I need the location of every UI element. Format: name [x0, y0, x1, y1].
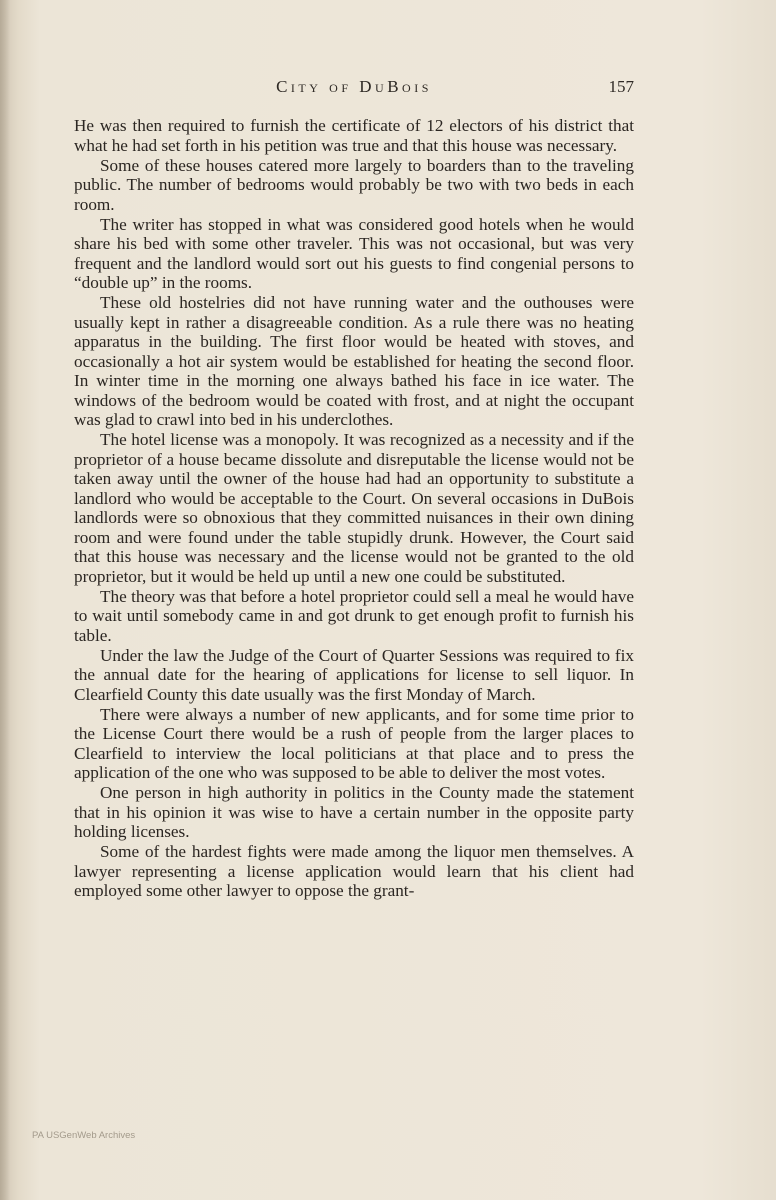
paragraph: Under the law the Judge of the Court of Quarter Sessions was required to fix the annual date for the hearing of applications for license to sell liquor. In Clearfield County this date usually was the first Monday of March. — [74, 645, 634, 704]
paragraph: The writer has stopped in what was considered good hotels when he would share his bed with some other traveler. This was not occasional, but was very frequent and the landlord would sort out his guests to find congenial persons to “double up” in the rooms. — [74, 214, 634, 292]
paragraph: There were always a number of new applicants, and for some time prior to the License Court there would be a rush of people from the larger places to Clearfield to interview the local politicians at that place and to press the application of the one who was supposed to be able to deliver the most votes. — [74, 704, 634, 782]
archive-watermark: PA USGenWeb Archives — [32, 1130, 136, 1141]
paragraph: The hotel license was a monopoly. It was recognized as a necessity and if the proprietor of a house became dissolute and disreputable the license would not be taken away until the owner of the house had had an opportunity to substitute a landlord who would be acceptable to the Court. On several occasions in DuBois landlords were so obnoxious that they committed nuisances in their own dining room and were found under the table stupidly drunk. However, the Court said that this house was necessary and the license would not be granted to the old proprietor, but it would be held up until a new one could be substituted. — [74, 430, 634, 586]
page-number: 157 — [608, 77, 634, 96]
page-edge-shadow — [0, 0, 10, 1200]
paragraph: One person in high authority in politics in the County made the statement that in his opinion it was wise to have a certain number in the opposite party holding licenses. — [74, 783, 634, 841]
body-text — [74, 116, 634, 901]
running-head — [74, 77, 634, 101]
paragraph: Some of these houses catered more largely to boarders than to the traveling public. The number of bedrooms would probably be two with two beds in each room. — [74, 155, 634, 214]
running-title: City of DuBois — [276, 77, 432, 96]
paragraph: The theory was that before a hotel proprietor could sell a meal he would have to wait until somebody came in and got drunk to get enough profit to furnish his table. — [74, 586, 634, 645]
paragraph: He was then required to furnish the certificate of 12 electors of his district that what he had set forth in his petition was true and that this house was necessary. — [74, 116, 634, 155]
paragraph: These old hostelries did not have running water and the outhouses were usually kept in rather a disagreeable condition. As a rule there was no heating apparatus in the building. The first floor would be heated with stoves, and occasionally a hot air system would be established for heating the second floor. In winter time in the morning one always bathed his face in ice water. The windows of the bedroom would be coated with frost, and at night the occupant was glad to crawl into bed in his underclothes. — [74, 293, 634, 429]
paragraph: Some of the hardest fights were made among the liquor men themselves. A lawyer representing a license application would learn that his client had employed some other lawyer to oppose the grant- — [74, 842, 634, 900]
